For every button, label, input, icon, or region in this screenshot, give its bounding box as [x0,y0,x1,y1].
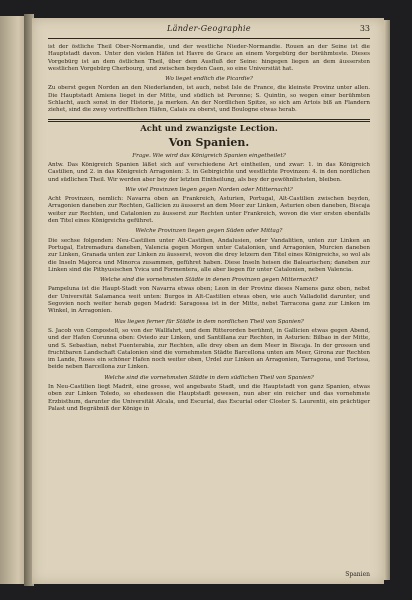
answer: Antw. Das Königreich Spanien läßet sich auf verschiedene Art eintheilen, und zwar: 1. in das Königreich Castilien, und 2. in das Königreich Arragonien: 3. in Gebirgichte und westlichte Provinzen: 4. in den nordlichen und südlichen Theil. Wir werden aber bey der letzten Eintheilung, als bey der gewöhnlichsten, bleiben. [48,161,370,183]
book-page [32,18,384,584]
question: Welche sind die vornehmsten Städte in dem südlichen Theil von Spanien? [104,374,314,381]
answer: Die sechse folgenden: Neu-Castilien unter Alt-Castilien, Andalusien, oder Vandalitien, unten zur Linken an Portugal, Estremadura daneben, Valencia gegen Morgen unter Catalonien, und Arragonien, Murcien daneben zur Linken, Granada unten zur Linken zu äusserst, wovon die drey letzern den Titel eines Königreichs, so wol als die Inseln Majorca und Minorca zusammen, geführet haben. Diese Inseln heisen die Balearischen; daneben zur Linken sind die Pithyusischen Yvica und Formentera, alle aber liegen für unter Catalonien, neben Valencia. [48,237,370,273]
answer: In Neu-Castilien liegt Madrit, eine grosse, wol angebaute Stadt, und die Hauptstadt von ganz Spanien, etwas oben zur Linken Toledo, so ehedessen die Hauptstadt gewesen, nun aber ein reicher und das vornehmste Erzbisthum, darunter die Universität Alcala, und Escurial, das Escurial oder Closter S. Laurentii, ein prächtiger Palast und Begräbniß der Könige in [48,383,370,412]
page-body [48,44,370,414]
question: Was liegen ferner für Städte in dem nordlichen Theil von Spanien? [114,318,304,325]
left-page-edge [0,16,26,584]
divider-rule [48,119,370,120]
answer: S. Jacob von Compostell, so von der Wallfahrt, und dem Ritterorden berühmt, in Gallicien etwas gegen Abend, und der Hafen Corunna oben: Oviedo zur Linken, und Santillana zur Rechten, in Asturien: Bilbao in der Mitte, und S. Sebastian, nebst Fuenterabia, zur Rechten, alle drey oben an dem Meer in Biscaja. In der grossen und fruchtbaren Landschaft Catalonien sind die vornehmsten Städte Barcellona unten am Meer, Girona zur Rechten im Lande, Roses ein schöner Hafen noch weiter oben, Urdel zur Linken an Arragonien, Tarragona, und Tortosa, beide neben Barcellona zur Linken. [48,327,370,371]
running-title: Länder-Geographie [167,24,251,33]
answer: Pampeluna ist die Haupt-Stadt von Navarra etwas oben; Leon in der Provinz dieses Namens ganz oben, nebst der Universität Salamanca weit unten: Burgos in Alt-Castilien etwas oben, wie auch Valladolid darunter, und Segovien noch weiter herab gegen Madrid: Saragossa ist in der Mitte, nebst Tarracona ganz zur Linken im Winkel, in Arragonien. [48,286,370,315]
page-edge [384,20,390,580]
question: Frage. Wie wird das Königreich Spanien eingetheilet? [132,152,286,159]
paragraph: ist der östliche Theil Ober-Normandie, und der westliche Nieder-Normandie. Rouen an der Seine ist die Hauptstadt davon. Unter den vielen Häfen ist Havre de Grace an einem Vorgebürg der berühmteste. Dieses Vorgebürg ist an dem östlichen Theil, über dem Ausfluß der Seine: hingegen liegen an dem äussersten westlichen Vorgebürg Cherbourg, und zwischen beyden Caen, so eine Universität hat. [48,44,370,72]
answer: Zu oberst gegen Norden an den Niederlanden, ist auch, nebst Isle de France, die kleinste Provinz unter allen. Die Hauptstadt Amiens lieget in der Mitte, und südlich ist Peronne; S. Quintin, so wegen einer berühmten Schlacht, auch sonst in der Historie, ja merken. An der Nordlichen Spitze, so sich am Artois biß an Flandern ziehet, sind die zwey vortrefflichen Häfen, Calais zu oberst, und Boulogne etwas herab. [48,85,370,114]
question: Wie viel Provinzen liegen gegen Norden oder Mitternacht? [125,186,293,193]
question: Welche sind die vornehmsten Städte in denen Provinzen gegen Mitternacht? [100,277,318,284]
catchword: Spanien [345,571,370,578]
page-number: 33 [359,24,370,33]
answer: Acht Provinzen, nemlich: Navarra oben an Frankreich, Asturien, Portugal, Alt-Castilien zwischen beyden, Arragonien daneben zur Rechten, Gallicien zu äusserst an dem Meer zur Linken, Asturien oben daneben, Biscaja weiter zur Rechten, und Catalonien zu äusserst zur Rechten unter Frankreich, wovon die vier ersten ebenfalls den Titel eines Königreichs geführet. [48,196,370,225]
page-header [48,24,370,39]
chapter-title: Von Spanien. [168,135,250,149]
question: Welche Provinzen liegen gegen Süden oder Mittag? [135,228,283,235]
section-title: Acht und zwanzigste Lection. [140,122,278,133]
question: Wo lieget endlich die Picardie? [165,76,253,83]
